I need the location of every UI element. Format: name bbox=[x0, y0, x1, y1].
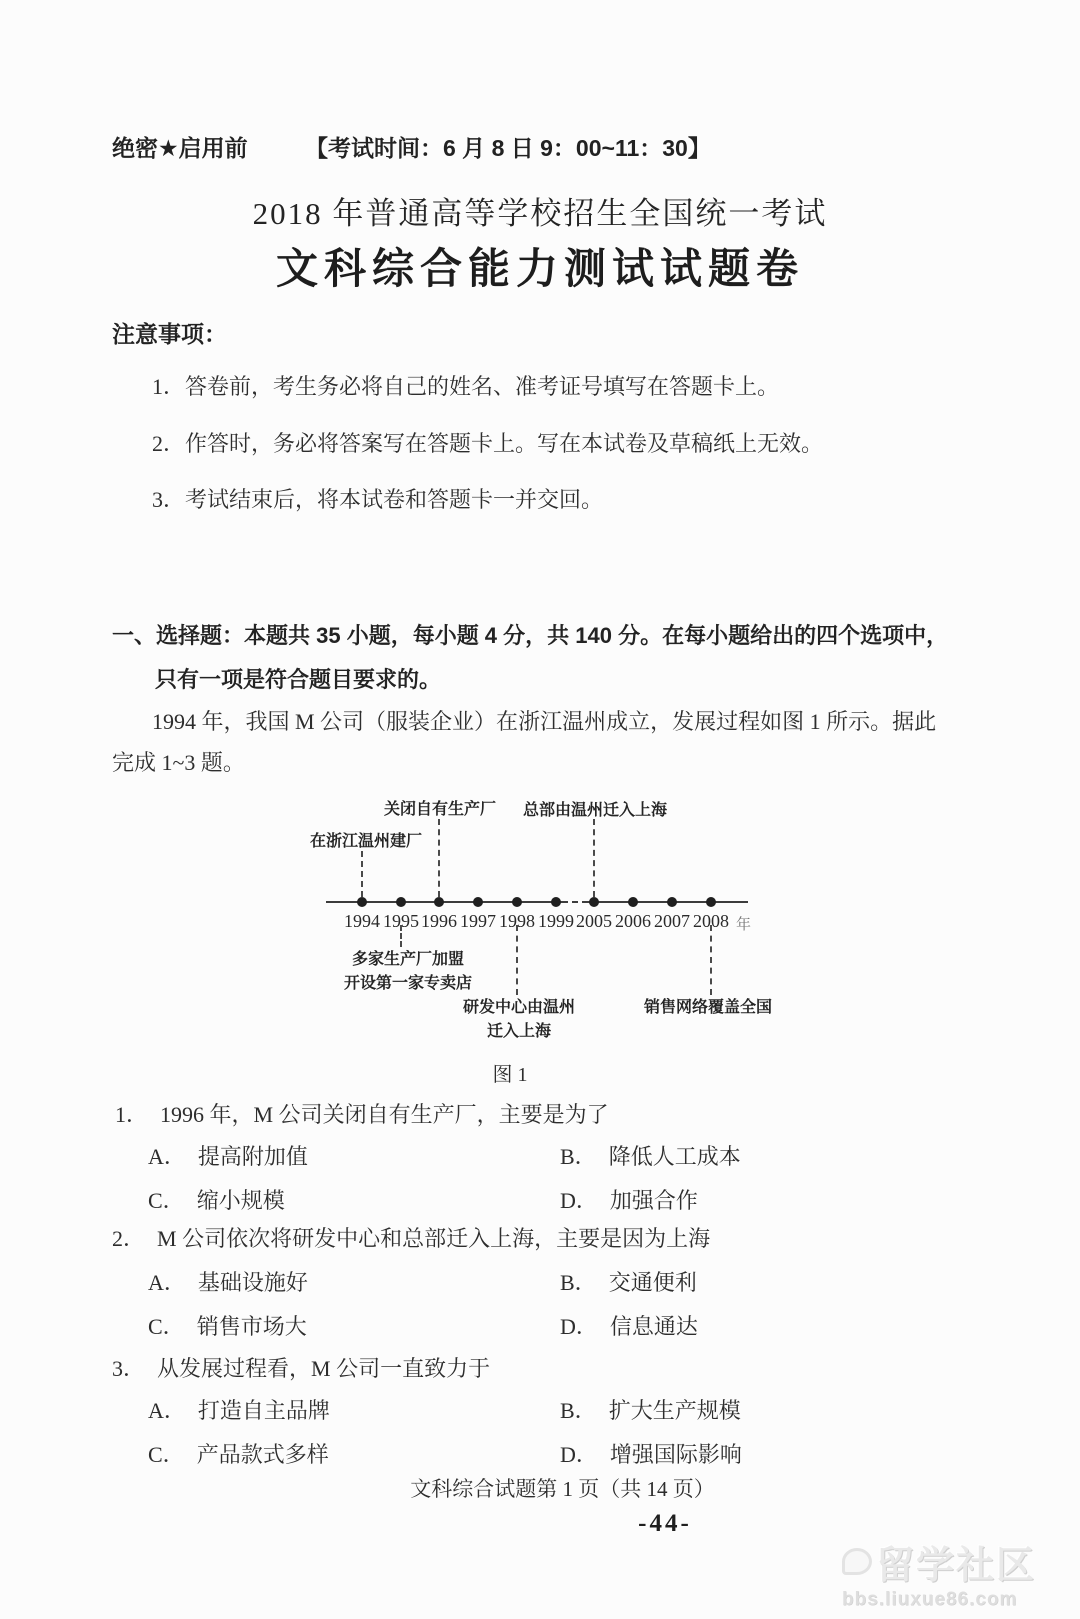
question-2-text: M 公司依次将研发中心和总部迁入上海，主要是因为上海 bbox=[157, 1226, 711, 1251]
figure-caption: 图 1 bbox=[492, 1064, 528, 1086]
tick-1995: 1995 bbox=[383, 911, 419, 931]
option-key: B． bbox=[560, 1398, 597, 1423]
question-2-option-c bbox=[148, 1310, 307, 1341]
question-1-option-d bbox=[560, 1184, 698, 1215]
event-label-1998-line1: 研发中心由温州 bbox=[462, 999, 575, 1016]
connector-1996 bbox=[438, 819, 440, 897]
event-label-1998-line2: 迁入上海 bbox=[486, 1023, 551, 1040]
notice-item-2: 2．作答时，务必将答案写在答题卡上。写在本试卷及草稿纸上无效。 bbox=[152, 431, 824, 456]
section-heading-line2: 只有一项是符合题目要求的。 bbox=[155, 667, 442, 692]
option-text: 增强国际影响 bbox=[609, 1442, 742, 1467]
question-3-option-a bbox=[148, 1394, 330, 1425]
timeline-dot-2005 bbox=[589, 897, 599, 907]
option-text: 销售市场大 bbox=[196, 1314, 307, 1339]
option-key: A． bbox=[148, 1398, 186, 1423]
connector-2005 bbox=[593, 819, 595, 897]
event-label-1996: 关闭自有生产厂 bbox=[384, 801, 497, 818]
question-3-number: 3． bbox=[112, 1356, 146, 1381]
timeline-dot-1995 bbox=[396, 897, 406, 907]
question-3-stem bbox=[112, 1352, 490, 1383]
intro-line2: 完成 1~3 题。 bbox=[112, 750, 245, 775]
option-key: D． bbox=[560, 1188, 598, 1213]
tick-1999: 1999 bbox=[538, 911, 574, 931]
question-2-option-d bbox=[560, 1310, 698, 1341]
intro-line1: 1994 年，我国 M 公司（服装企业）在浙江温州成立，发展过程如图 1 所示。据此 bbox=[152, 709, 937, 734]
question-2-option-a bbox=[148, 1266, 308, 1297]
security-classification: 绝密★启用前 bbox=[112, 135, 248, 161]
event-label-2005: 总部由温州迁入上海 bbox=[523, 802, 668, 819]
paper-subtitle: 文科综合能力测试试题卷 bbox=[275, 245, 804, 292]
question-1-option-b bbox=[560, 1140, 741, 1171]
tick-2005: 2005 bbox=[576, 911, 612, 931]
option-key: C． bbox=[148, 1188, 185, 1213]
option-text: 产品款式多样 bbox=[196, 1442, 329, 1467]
option-key: D． bbox=[560, 1314, 598, 1339]
option-key: B． bbox=[560, 1270, 597, 1295]
connector-2008 bbox=[710, 925, 712, 995]
event-label-1995 bbox=[323, 948, 493, 996]
option-text: 缩小规模 bbox=[196, 1188, 285, 1213]
tick-1996: 1996 bbox=[421, 911, 457, 931]
option-key: D． bbox=[560, 1442, 598, 1467]
option-text: 信息通达 bbox=[609, 1314, 698, 1339]
exam-time: 【考试时间：6 月 8 日 9：00~11：30】 bbox=[305, 135, 711, 161]
question-1-option-c bbox=[148, 1184, 285, 1215]
option-key: B． bbox=[560, 1144, 597, 1169]
option-text: 降低人工成本 bbox=[608, 1144, 741, 1169]
question-3-option-c bbox=[148, 1438, 329, 1469]
question-2-number: 2． bbox=[112, 1226, 146, 1251]
event-label-1994: 在浙江温州建厂 bbox=[310, 833, 423, 850]
option-text: 打造自主品牌 bbox=[197, 1398, 330, 1423]
watermark-title: 留学社区 bbox=[876, 1545, 1037, 1587]
question-1-text: 1996 年，M 公司关闭自有生产厂，主要是为了 bbox=[160, 1102, 609, 1127]
timeline-figure bbox=[280, 773, 790, 1045]
tick-1997: 1997 bbox=[460, 911, 496, 931]
question-1-option-a bbox=[148, 1140, 308, 1171]
notice-item-3: 3．考试结束后，将本试卷和答题卡一并交回。 bbox=[152, 487, 604, 512]
question-3-option-d bbox=[560, 1438, 742, 1469]
event-label-1998 bbox=[434, 996, 604, 1044]
timeline-dot-1998 bbox=[512, 897, 522, 907]
timeline-dot-1999 bbox=[551, 897, 561, 907]
timeline-dot-2007 bbox=[667, 897, 677, 907]
option-key: A． bbox=[148, 1144, 186, 1169]
watermark bbox=[842, 1534, 1080, 1611]
question-1-stem bbox=[115, 1098, 609, 1129]
section-heading-line1: 一、选择题：本题共 35 小题，每小题 4 分，共 140 分。在每小题给出的四个选项中， bbox=[112, 623, 949, 648]
watermark-logo-icon bbox=[842, 1548, 872, 1575]
notice-label: 注意事项： bbox=[112, 321, 227, 347]
timeline-dot-1994 bbox=[357, 897, 367, 907]
axis-unit-label: 年 bbox=[736, 917, 752, 933]
option-text: 加强合作 bbox=[609, 1188, 698, 1213]
question-3-option-b bbox=[560, 1394, 741, 1425]
option-key: C． bbox=[148, 1442, 185, 1467]
event-label-1995-line1: 多家生产厂加盟 bbox=[351, 951, 464, 968]
question-2-option-b bbox=[560, 1266, 697, 1297]
question-1-number: 1． bbox=[115, 1102, 149, 1127]
option-key: C． bbox=[148, 1314, 185, 1339]
timeline-dot-1997 bbox=[473, 897, 483, 907]
timeline-axis-break bbox=[562, 901, 588, 903]
notice-item-1: 1．答卷前，考生务必将自己的姓名、准考证号填写在答题卡上。 bbox=[152, 374, 780, 399]
question-2-stem bbox=[112, 1222, 710, 1253]
connector-1998 bbox=[516, 925, 518, 995]
tick-2008: 2008 bbox=[693, 911, 729, 931]
event-label-2008-line1: 销售网络覆盖全国 bbox=[643, 999, 772, 1016]
event-label-1995-line2: 开设第一家专卖店 bbox=[343, 975, 472, 992]
option-text: 提高附加值 bbox=[197, 1144, 308, 1169]
option-key: A． bbox=[148, 1270, 186, 1295]
page-info: 文科综合试题第 1 页（共 14 页） bbox=[410, 1477, 715, 1501]
option-text: 扩大生产规模 bbox=[608, 1398, 741, 1423]
timeline-dot-2008 bbox=[706, 897, 716, 907]
watermark-url: bbs.liuxue86.com bbox=[842, 1589, 1018, 1610]
timeline-dot-1996 bbox=[434, 897, 444, 907]
option-text: 基础设施好 bbox=[197, 1270, 308, 1295]
tick-2007: 2007 bbox=[654, 911, 690, 931]
tick-1994: 1994 bbox=[344, 911, 380, 931]
exam-main-title: 2018 年普通高等学校招生全国统一考试 bbox=[252, 196, 828, 231]
event-label-2008 bbox=[623, 996, 793, 1020]
timeline-dot-2006 bbox=[628, 897, 638, 907]
connector-1995 bbox=[400, 925, 402, 947]
question-3-text: 从发展过程看，M 公司一直致力于 bbox=[157, 1356, 491, 1381]
connector-1994 bbox=[361, 851, 363, 897]
option-text: 交通便利 bbox=[608, 1270, 697, 1295]
tick-1998: 1998 bbox=[499, 911, 535, 931]
tick-2006: 2006 bbox=[615, 911, 651, 931]
page-number: -44- bbox=[638, 1510, 692, 1537]
